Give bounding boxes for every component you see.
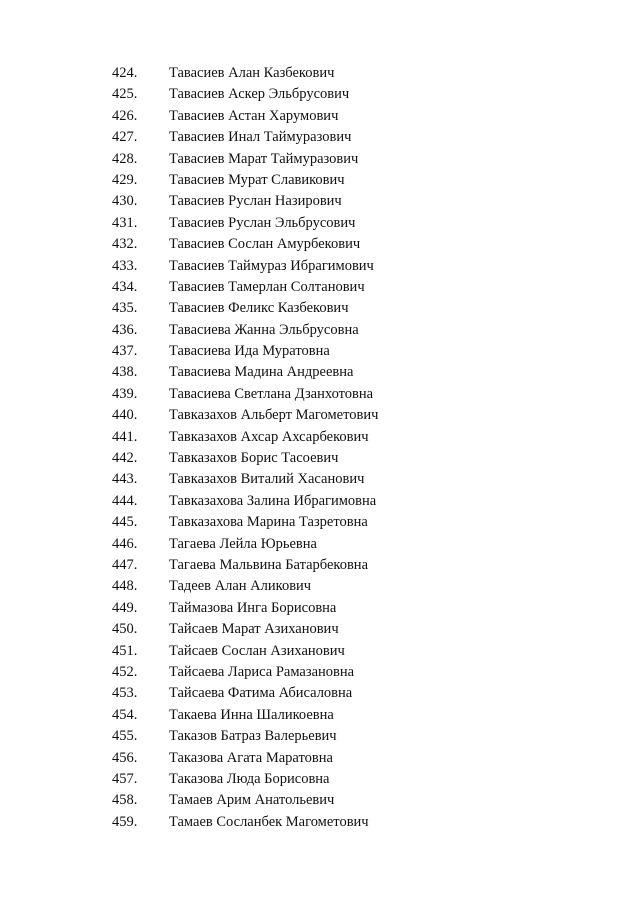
list-item: [112, 448, 592, 469]
list-item: [112, 683, 592, 704]
item-number: 431.: [112, 214, 138, 231]
list-item: [112, 769, 592, 790]
person-name: Тавказахов Борис Тасоевич: [169, 450, 339, 467]
person-name: Таказова Люда Борисовна: [169, 770, 330, 787]
item-number: 443.: [112, 471, 138, 488]
item-number: 456.: [112, 749, 138, 766]
person-name: Тамаев Сосланбек Магометович: [169, 813, 369, 830]
item-number: 444.: [112, 492, 138, 509]
list-item: [112, 256, 592, 277]
item-number: 447.: [112, 556, 138, 573]
person-name: Тавказахов Ахсар Ахсарбекович: [169, 428, 369, 445]
item-number: 445.: [112, 514, 138, 531]
person-name: Тавасиев Таймураз Ибрагимович: [169, 257, 374, 274]
person-name: Тавасиева Светлана Дзанхотовна: [169, 385, 374, 402]
item-number: 435.: [112, 300, 138, 317]
list-item: [112, 341, 592, 362]
list-item: [112, 534, 592, 555]
item-number: 452.: [112, 663, 138, 680]
item-number: 438.: [112, 364, 138, 381]
item-number: 432.: [112, 236, 138, 253]
person-name: Тавасиев Аскер Эльбрусович: [169, 86, 350, 103]
list-item: [112, 790, 592, 811]
item-number: 451.: [112, 642, 138, 659]
item-number: 458.: [112, 792, 138, 809]
list-item: [112, 405, 592, 426]
list-item: [112, 106, 592, 127]
list-item: [112, 127, 592, 148]
person-name: Тавасиев Марат Таймуразович: [169, 150, 359, 167]
list-item: [112, 234, 592, 255]
person-name: Тавасиева Ида Муратовна: [169, 343, 330, 360]
list-item: [112, 812, 592, 833]
item-number: 430.: [112, 193, 138, 210]
person-name: Тамаев Арим Анатольевич: [169, 792, 335, 809]
list-item: [112, 191, 592, 212]
list-item: [112, 662, 592, 683]
list-item: [112, 277, 592, 298]
list-item: [112, 84, 592, 105]
list-item: [112, 298, 592, 319]
person-name: Тавказахов Альберт Магометович: [169, 407, 379, 424]
person-name: Тагаева Лейла Юрьевна: [169, 535, 317, 552]
item-number: 434.: [112, 278, 138, 295]
item-number: 455.: [112, 728, 138, 745]
person-name: Тавасиев Сослан Амурбекович: [169, 236, 361, 253]
item-number: 426.: [112, 107, 138, 124]
item-number: 459.: [112, 813, 138, 830]
person-name: Тавказахова Залина Ибрагимовна: [169, 492, 377, 509]
person-name: Тавасиев Мурат Славикович: [169, 171, 345, 188]
list-item: [112, 641, 592, 662]
list-item: [112, 726, 592, 747]
list-item: [112, 491, 592, 512]
item-number: 439.: [112, 385, 138, 402]
item-number: 437.: [112, 343, 138, 360]
item-number: 446.: [112, 535, 138, 552]
person-name: Тайсаев Марат Азиханович: [169, 621, 339, 638]
person-name: Тавасиева Мадина Андреевна: [169, 364, 354, 381]
person-name: Тайсаев Сослан Азиханович: [169, 642, 345, 659]
person-name: Тадеев Алан Аликович: [169, 578, 312, 595]
list-item: [112, 576, 592, 597]
item-number: 449.: [112, 599, 138, 616]
list-item: [112, 320, 592, 341]
item-number: 457.: [112, 770, 138, 787]
list-item: [112, 748, 592, 769]
name-list: [112, 63, 592, 833]
person-name: Тавказахов Виталий Хасанович: [169, 471, 365, 488]
item-number: 454.: [112, 706, 138, 723]
list-item: [112, 555, 592, 576]
person-name: Тавасиева Жанна Эльбрусовна: [169, 321, 359, 338]
person-name: Тайсаева Лариса Рамазановна: [169, 663, 355, 680]
person-name: Тайсаева Фатима Абисаловна: [169, 685, 353, 702]
list-item: [112, 427, 592, 448]
person-name: Тавасиев Инал Таймуразович: [169, 129, 352, 146]
list-item: [112, 619, 592, 640]
item-number: 442.: [112, 450, 138, 467]
item-number: 440.: [112, 407, 138, 424]
person-name: Тавасиев Руслан Эльбрусович: [169, 214, 356, 231]
person-name: Тавасиев Феликс Казбекович: [169, 300, 349, 317]
list-item: [112, 469, 592, 490]
person-name: Таказова Агата Маратовна: [169, 749, 333, 766]
list-item: [112, 63, 592, 84]
item-number: 428.: [112, 150, 138, 167]
item-number: 436.: [112, 321, 138, 338]
item-number: 424.: [112, 65, 138, 81]
list-item: [112, 362, 592, 383]
list-item: [112, 149, 592, 170]
item-number: 429.: [112, 171, 138, 188]
person-name: Таказов Батраз Валерьевич: [169, 728, 337, 745]
list-item: [112, 170, 592, 191]
person-name: Тавасиев Тамерлан Солтанович: [169, 278, 365, 295]
list-item: [112, 705, 592, 726]
person-name: Тагаева Мальвина Батарбековна: [169, 556, 369, 573]
list-item: [112, 598, 592, 619]
item-number: 425.: [112, 86, 138, 103]
person-name: Тавасиев Астан Харумович: [169, 107, 339, 124]
item-number: 448.: [112, 578, 138, 595]
person-name: Таймазова Инга Борисовна: [169, 599, 337, 616]
person-name: Тавказахова Марина Тазретовна: [169, 514, 368, 531]
item-number: 441.: [112, 428, 138, 445]
person-name: Тавасиев Алан Казбекович: [169, 65, 335, 81]
person-name: Такаева Инна Шаликоевна: [169, 706, 334, 723]
person-name: Тавасиев Руслан Назирович: [169, 193, 342, 210]
item-number: 453.: [112, 685, 138, 702]
item-number: 450.: [112, 621, 138, 638]
list-item: [112, 384, 592, 405]
item-number: 433.: [112, 257, 138, 274]
item-number: 427.: [112, 129, 138, 146]
list-item: [112, 213, 592, 234]
list-item: [112, 512, 592, 533]
